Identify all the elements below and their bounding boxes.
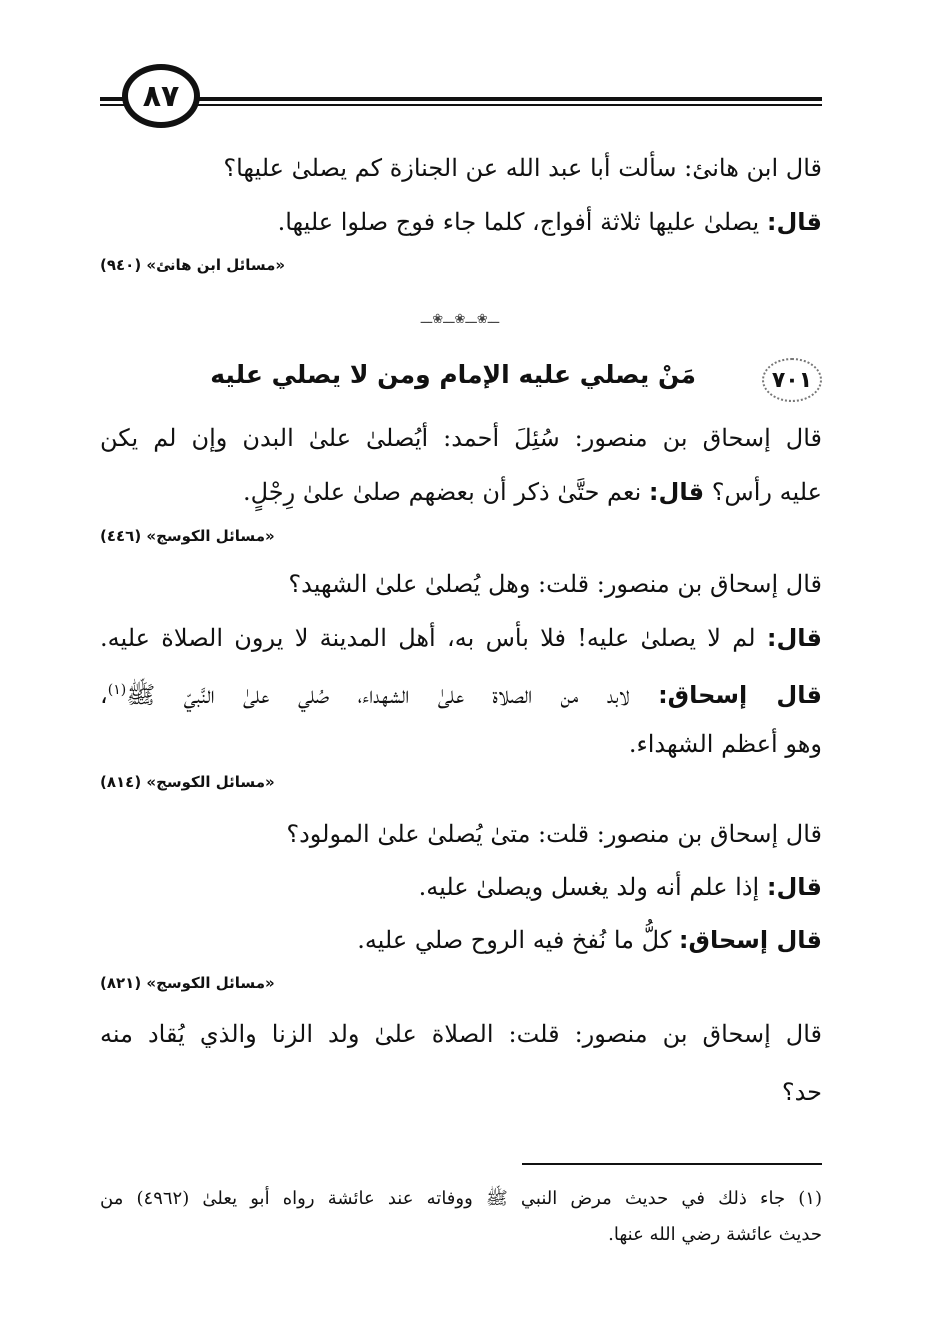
answer-label: قال: (766, 624, 822, 652)
source-citation: «مسائل الكوسج» (٨٢١) (100, 974, 275, 992)
answer-label: قال: (766, 208, 822, 236)
section-number-badge: ٧٠١ (762, 358, 822, 402)
ornament-divider: ـــ❀ـــ❀ـــ❀ـــ (420, 312, 500, 326)
ishaq-text: كلُّ ما نُفخ فيه الروح صلي عليه. (357, 926, 679, 954)
paragraph-line: حد؟ (781, 1078, 822, 1106)
answer-text: إذا علم أنه ولد يغسل ويصلىٰ عليه. (418, 873, 767, 901)
footnote-marker: (١) (107, 682, 127, 698)
paragraph-text: نعم حتَّىٰ ذكر أن بعضهم صلىٰ علىٰ رِجْلٍ. (242, 478, 649, 506)
ishaq-line (357, 922, 822, 958)
paragraph-line: قال إسحاق بن منصور: قلت: الصلاة علىٰ ولد الزنا والذي يُقاد منه (100, 1020, 822, 1048)
question-line: قال ابن هانئ: سألت أبا عبد الله عن الجنازة كم يصلىٰ عليها؟ (223, 154, 822, 182)
ishaq-label: قال إسحاق: (678, 926, 822, 954)
footnote-line: حديث عائشة رضي الله عنها. (608, 1224, 822, 1245)
answer-text: لم لا يصلىٰ عليه! فلا بأس به، أهل المدينة لا يرون الصلاة عليه. (100, 624, 767, 652)
answer-line (419, 869, 822, 905)
answer-label: قال: (766, 873, 822, 901)
answer-text: يصلىٰ عليها ثلاثة أفواج، كلما جاء فوج صلوا عليها. (277, 208, 767, 236)
header-rule (100, 97, 822, 101)
footnote-line: (١) جاء ذلك في حديث مرض النبي ﷺ ووفاته عند عائشة رواه أبو يعلىٰ (٤٩٦٢) من (100, 1188, 822, 1209)
source-citation: «مسائل ابن هانئ» (٩٤٠) (100, 256, 286, 274)
ishaq-label: قال إسحاق: (658, 681, 822, 709)
ishaq-punct: ، (100, 681, 108, 709)
paragraph-text: عليه رأس؟ (704, 478, 822, 506)
answer-line (100, 620, 822, 656)
ishaq-line (100, 672, 822, 713)
footnote-rule (522, 1163, 822, 1165)
paragraph-line: قال إسحاق بن منصور: سُئِلَ أحمد: أيُصلىٰ علىٰ البدن وإن لم يكن (100, 424, 822, 452)
answer-label: قال: (648, 478, 705, 506)
ishaq-text: لابد من الصلاة علىٰ الشهداء، صُلي علىٰ النَّبيّ ﷺ (126, 681, 659, 709)
paragraph-line: وهو أعظم الشهداء. (628, 730, 822, 758)
header-rule-thin (100, 104, 822, 106)
question-line: قال إسحاق بن منصور: قلت: وهل يُصلىٰ علىٰ الشهيد؟ (288, 570, 822, 598)
paragraph-line (243, 474, 822, 510)
source-citation: «مسائل الكوسج» (٨١٤) (100, 773, 275, 791)
page-number: ٨٧ (122, 64, 200, 128)
answer-line (278, 204, 822, 240)
question-line: قال إسحاق بن منصور: قلت: متىٰ يُصلىٰ علىٰ المولود؟ (286, 820, 822, 848)
section-title: مَنْ يصلي عليه الإمام ومن لا يصلي عليه (210, 360, 696, 389)
source-citation: «مسائل الكوسج» (٤٤٦) (100, 527, 275, 545)
